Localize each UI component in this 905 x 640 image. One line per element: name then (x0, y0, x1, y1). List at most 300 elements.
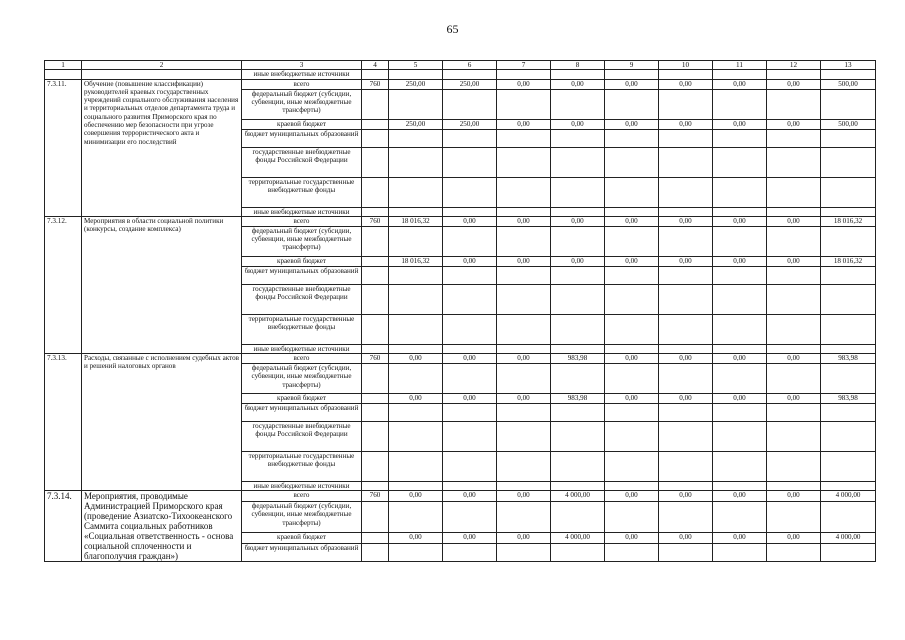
grbs-code (362, 266, 389, 284)
amount-cell (659, 314, 713, 344)
amount-cell: 0,00 (605, 119, 659, 129)
amount-cell (659, 266, 713, 284)
item-code: 7.3.11. (45, 79, 82, 216)
amount-cell (389, 482, 443, 491)
amount-cell (605, 344, 659, 353)
empty-cell (551, 70, 605, 79)
amount-cell: 0,00 (605, 354, 659, 364)
amount-cell (497, 422, 551, 452)
amount-cell (605, 89, 659, 119)
amount-cell (551, 452, 605, 482)
amount-cell (551, 207, 605, 216)
grbs-code: 760 (362, 491, 389, 501)
amount-cell: 0,00 (767, 256, 821, 266)
amount-cell: 0,00 (497, 394, 551, 404)
amount-cell: 0,00 (389, 354, 443, 364)
amount-cell: 18 016,32 (821, 216, 876, 226)
column-number-header: 2 (82, 61, 242, 70)
empty-cell (82, 70, 242, 79)
carry-over-row (45, 70, 876, 79)
column-number-header: 13 (821, 61, 876, 70)
item-description: Расходы, связанные с исполнением судебных актов и решений налоговых органов (82, 354, 242, 491)
amount-cell (713, 207, 767, 216)
amount-cell (389, 314, 443, 344)
grbs-code (362, 533, 389, 543)
amount-cell: 0,00 (551, 216, 605, 226)
amount-cell (713, 177, 767, 207)
amount-cell (659, 364, 713, 394)
amount-cell (659, 177, 713, 207)
empty-cell (362, 70, 389, 79)
column-number-header: 3 (242, 61, 362, 70)
funding-source-label: государственные внебюджетные фонды Российской Федерации (242, 284, 362, 314)
amount-cell (713, 129, 767, 147)
column-number-header: 6 (443, 61, 497, 70)
amount-cell: 0,00 (497, 533, 551, 543)
amount-cell (551, 501, 605, 532)
amount-cell: 0,00 (713, 119, 767, 129)
amount-cell: 0,00 (659, 119, 713, 129)
funding-source-label: всего (242, 354, 362, 364)
amount-cell (659, 284, 713, 314)
amount-cell (389, 89, 443, 119)
grbs-code (362, 177, 389, 207)
amount-cell: 250,00 (443, 119, 497, 129)
empty-cell (45, 70, 82, 79)
amount-cell (389, 177, 443, 207)
amount-cell (767, 129, 821, 147)
funding-source-label: бюджет муниципальных образований (242, 543, 362, 562)
column-number-header: 4 (362, 61, 389, 70)
amount-cell (767, 314, 821, 344)
amount-cell (659, 207, 713, 216)
funding-source-label: краевой бюджет (242, 533, 362, 543)
amount-cell (605, 404, 659, 422)
amount-cell: 0,00 (659, 216, 713, 226)
amount-cell: 0,00 (389, 533, 443, 543)
amount-cell (713, 404, 767, 422)
amount-cell (551, 129, 605, 147)
amount-cell (497, 89, 551, 119)
amount-cell: 4 000,00 (551, 533, 605, 543)
amount-cell (551, 344, 605, 353)
amount-cell (659, 501, 713, 532)
grbs-code (362, 226, 389, 256)
amount-cell: 0,00 (605, 533, 659, 543)
amount-cell: 0,00 (443, 256, 497, 266)
amount-cell: 500,00 (821, 79, 876, 89)
amount-cell (443, 89, 497, 119)
amount-cell (713, 314, 767, 344)
amount-cell (821, 314, 876, 344)
item-description: Мероприятия в области социальной политики (конкурсы, создание комплекса) (82, 216, 242, 353)
funding-source-label: территориальные государственные внебюджетные фонды (242, 452, 362, 482)
amount-cell (551, 266, 605, 284)
table-row (45, 354, 876, 364)
amount-cell (551, 177, 605, 207)
amount-cell (497, 314, 551, 344)
empty-cell (497, 70, 551, 79)
amount-cell (821, 177, 876, 207)
amount-cell (767, 266, 821, 284)
page-number: 65 (446, 22, 459, 36)
amount-cell: 0,00 (713, 491, 767, 501)
grbs-code (362, 364, 389, 394)
funding-source-label: краевой бюджет (242, 394, 362, 404)
funding-source-label: федеральный бюджет (субсидии, субвенции, иные межбюджетные трансферты) (242, 501, 362, 532)
amount-cell: 4 000,00 (551, 491, 605, 501)
amount-cell (821, 284, 876, 314)
amount-cell (605, 422, 659, 452)
funding-source-label: иные внебюджетные источники (242, 482, 362, 491)
funding-source-label: иные внебюджетные источники (242, 70, 362, 79)
amount-cell (551, 89, 605, 119)
amount-cell (497, 129, 551, 147)
amount-cell: 0,00 (551, 256, 605, 266)
amount-cell (821, 266, 876, 284)
amount-cell: 0,00 (713, 533, 767, 543)
amount-cell (659, 543, 713, 562)
amount-cell (389, 147, 443, 177)
amount-cell (497, 543, 551, 562)
amount-cell (443, 129, 497, 147)
amount-cell (389, 404, 443, 422)
amount-cell (443, 344, 497, 353)
amount-cell (551, 226, 605, 256)
funding-source-label: федеральный бюджет (субсидии, субвенции, иные межбюджетные трансферты) (242, 364, 362, 394)
amount-cell: 0,00 (767, 79, 821, 89)
amount-cell (443, 177, 497, 207)
amount-cell (767, 364, 821, 394)
amount-cell: 0,00 (443, 354, 497, 364)
amount-cell (767, 404, 821, 422)
amount-cell: 0,00 (605, 394, 659, 404)
grbs-code: 760 (362, 354, 389, 364)
amount-cell: 0,00 (443, 491, 497, 501)
item-description: Обучение (повышение классификации) руководителей краевых государственных учреждений социального обслуживания населения и территориальных отделов департамента труда и социального развития Приморского края по обеспечению мер безопасности при угрозе совершения террористического акта и минимизации его последствий (82, 79, 242, 216)
item-code: 7.3.14. (45, 491, 82, 562)
amount-cell (821, 147, 876, 177)
funding-source-label: территориальные государственные внебюджетные фонды (242, 177, 362, 207)
amount-cell (443, 147, 497, 177)
amount-cell: 0,00 (443, 394, 497, 404)
amount-cell (497, 404, 551, 422)
amount-cell (713, 284, 767, 314)
amount-cell: 0,00 (713, 394, 767, 404)
empty-cell (389, 70, 443, 79)
grbs-code: 760 (362, 79, 389, 89)
amount-cell: 0,00 (659, 394, 713, 404)
amount-cell (497, 207, 551, 216)
amount-cell: 0,00 (605, 79, 659, 89)
amount-cell (821, 543, 876, 562)
column-number-header: 9 (605, 61, 659, 70)
amount-cell: 0,00 (497, 354, 551, 364)
grbs-code (362, 256, 389, 266)
amount-cell (443, 266, 497, 284)
amount-cell: 983,98 (821, 354, 876, 364)
amount-cell (713, 501, 767, 532)
amount-cell (605, 266, 659, 284)
amount-cell: 0,00 (713, 79, 767, 89)
amount-cell: 0,00 (659, 491, 713, 501)
amount-cell (821, 207, 876, 216)
amount-cell: 0,00 (605, 491, 659, 501)
amount-cell (767, 226, 821, 256)
amount-cell: 0,00 (659, 354, 713, 364)
empty-cell (767, 70, 821, 79)
amount-cell: 0,00 (389, 491, 443, 501)
amount-cell (551, 404, 605, 422)
amount-cell: 0,00 (767, 354, 821, 364)
amount-cell: 0,00 (659, 256, 713, 266)
amount-cell (713, 364, 767, 394)
grbs-code (362, 129, 389, 147)
grbs-code (362, 89, 389, 119)
grbs-code (362, 482, 389, 491)
amount-cell (389, 266, 443, 284)
column-number-header: 8 (551, 61, 605, 70)
funding-source-label: иные внебюджетные источники (242, 207, 362, 216)
grbs-code (362, 207, 389, 216)
amount-cell (551, 147, 605, 177)
amount-cell (551, 543, 605, 562)
amount-cell (443, 404, 497, 422)
amount-cell: 0,00 (497, 216, 551, 226)
amount-cell (551, 422, 605, 452)
amount-cell (659, 129, 713, 147)
budget-table (44, 60, 876, 562)
grbs-code (362, 284, 389, 314)
amount-cell (497, 226, 551, 256)
empty-cell (821, 70, 876, 79)
amount-cell (659, 147, 713, 177)
amount-cell: 0,00 (443, 216, 497, 226)
amount-cell (767, 207, 821, 216)
column-number-header: 1 (45, 61, 82, 70)
amount-cell (767, 501, 821, 532)
amount-cell (821, 89, 876, 119)
amount-cell: 983,98 (551, 394, 605, 404)
amount-cell: 250,00 (443, 79, 497, 89)
amount-cell (497, 364, 551, 394)
grbs-code: 760 (362, 216, 389, 226)
amount-cell (443, 543, 497, 562)
amount-cell (443, 207, 497, 216)
amount-cell: 0,00 (497, 79, 551, 89)
amount-cell: 0,00 (767, 533, 821, 543)
funding-source-label: всего (242, 216, 362, 226)
amount-cell (443, 314, 497, 344)
funding-source-label: краевой бюджет (242, 256, 362, 266)
amount-cell (605, 147, 659, 177)
amount-cell (443, 482, 497, 491)
amount-cell (713, 344, 767, 353)
table-row (45, 79, 876, 89)
amount-cell (605, 364, 659, 394)
amount-cell (713, 89, 767, 119)
amount-cell (605, 207, 659, 216)
column-number-header: 7 (497, 61, 551, 70)
amount-cell (659, 344, 713, 353)
amount-cell (605, 482, 659, 491)
amount-cell (767, 344, 821, 353)
funding-source-label: всего (242, 79, 362, 89)
amount-cell (767, 452, 821, 482)
grbs-code (362, 119, 389, 129)
amount-cell (497, 501, 551, 532)
amount-cell (605, 129, 659, 147)
amount-cell: 18 016,32 (389, 256, 443, 266)
amount-cell (605, 452, 659, 482)
grbs-code (362, 422, 389, 452)
amount-cell (767, 284, 821, 314)
amount-cell: 0,00 (497, 119, 551, 129)
amount-cell: 250,00 (389, 79, 443, 89)
amount-cell: 0,00 (659, 533, 713, 543)
amount-cell: 0,00 (767, 119, 821, 129)
amount-cell (767, 422, 821, 452)
amount-cell: 250,00 (389, 119, 443, 129)
amount-cell (767, 543, 821, 562)
amount-cell (389, 364, 443, 394)
amount-cell (497, 482, 551, 491)
amount-cell (767, 482, 821, 491)
amount-cell (659, 452, 713, 482)
grbs-code (362, 147, 389, 177)
grbs-code (362, 501, 389, 532)
empty-cell (713, 70, 767, 79)
funding-source-label: территориальные государственные внебюджетные фонды (242, 314, 362, 344)
amount-cell (713, 147, 767, 177)
amount-cell (821, 501, 876, 532)
amount-cell (821, 226, 876, 256)
amount-cell (767, 89, 821, 119)
amount-cell: 0,00 (497, 491, 551, 501)
amount-cell (821, 452, 876, 482)
amount-cell (443, 501, 497, 532)
funding-source-label: федеральный бюджет (субсидии, субвенции, иные межбюджетные трансферты) (242, 226, 362, 256)
grbs-code (362, 404, 389, 422)
grbs-code (362, 452, 389, 482)
amount-cell (605, 314, 659, 344)
amount-cell (821, 344, 876, 353)
amount-cell: 0,00 (713, 354, 767, 364)
amount-cell: 18 016,32 (389, 216, 443, 226)
funding-source-label: бюджет муниципальных образований (242, 129, 362, 147)
amount-cell (659, 226, 713, 256)
amount-cell (713, 543, 767, 562)
amount-cell (497, 177, 551, 207)
amount-cell: 18 016,32 (821, 256, 876, 266)
column-number-header: 11 (713, 61, 767, 70)
amount-cell (551, 482, 605, 491)
amount-cell: 0,00 (659, 79, 713, 89)
amount-cell (605, 177, 659, 207)
amount-cell (713, 452, 767, 482)
grbs-code (362, 344, 389, 353)
amount-cell: 0,00 (551, 119, 605, 129)
table-row (45, 216, 876, 226)
amount-cell: 500,00 (821, 119, 876, 129)
amount-cell: 4 000,00 (821, 533, 876, 543)
amount-cell (551, 364, 605, 394)
amount-cell (389, 344, 443, 353)
item-description: Мероприятия, проводимые Администрацией Приморского края (проведение Азиатско-Тихоокеанского Саммита социальных работников «Социальная ответственность - основа социальной сплоченности и благополучия граждан») (82, 491, 242, 562)
amount-cell (821, 482, 876, 491)
amount-cell: 983,98 (821, 394, 876, 404)
amount-cell (605, 543, 659, 562)
amount-cell (821, 129, 876, 147)
amount-cell (389, 207, 443, 216)
funding-source-label: краевой бюджет (242, 119, 362, 129)
funding-source-label: иные внебюджетные источники (242, 344, 362, 353)
funding-source-label: бюджет муниципальных образований (242, 404, 362, 422)
amount-cell (497, 147, 551, 177)
amount-cell (713, 226, 767, 256)
funding-source-label: федеральный бюджет (субсидии, субвенции, иные межбюджетные трансферты) (242, 89, 362, 119)
column-number-header: 10 (659, 61, 713, 70)
amount-cell: 0,00 (551, 79, 605, 89)
amount-cell (497, 452, 551, 482)
empty-cell (605, 70, 659, 79)
amount-cell (821, 422, 876, 452)
funding-source-label: государственные внебюджетные фонды Российской Федерации (242, 147, 362, 177)
grbs-code (362, 314, 389, 344)
amount-cell (821, 404, 876, 422)
amount-cell (659, 404, 713, 422)
amount-cell: 4 000,00 (821, 491, 876, 501)
grbs-code (362, 543, 389, 562)
amount-cell: 0,00 (605, 216, 659, 226)
amount-cell (389, 543, 443, 562)
amount-cell (713, 422, 767, 452)
amount-cell: 0,00 (389, 394, 443, 404)
amount-cell (767, 147, 821, 177)
amount-cell (443, 284, 497, 314)
amount-cell (659, 482, 713, 491)
amount-cell (605, 284, 659, 314)
amount-cell (389, 129, 443, 147)
amount-cell (605, 501, 659, 532)
item-code: 7.3.13. (45, 354, 82, 491)
funding-source-label: всего (242, 491, 362, 501)
amount-cell (443, 422, 497, 452)
amount-cell (551, 284, 605, 314)
column-number-header: 12 (767, 61, 821, 70)
amount-cell: 0,00 (713, 256, 767, 266)
empty-cell (443, 70, 497, 79)
amount-cell (659, 89, 713, 119)
amount-cell (821, 364, 876, 394)
amount-cell (443, 226, 497, 256)
amount-cell: 0,00 (767, 491, 821, 501)
amount-cell (497, 344, 551, 353)
amount-cell (713, 266, 767, 284)
funding-source-label: государственные внебюджетные фонды Российской Федерации (242, 422, 362, 452)
amount-cell (443, 364, 497, 394)
amount-cell (767, 177, 821, 207)
amount-cell: 983,98 (551, 354, 605, 364)
grbs-code (362, 394, 389, 404)
amount-cell (551, 314, 605, 344)
amount-cell (497, 266, 551, 284)
amount-cell (389, 226, 443, 256)
column-number-header: 5 (389, 61, 443, 70)
amount-cell: 0,00 (767, 394, 821, 404)
amount-cell (605, 226, 659, 256)
funding-source-label: бюджет муниципальных образований (242, 266, 362, 284)
